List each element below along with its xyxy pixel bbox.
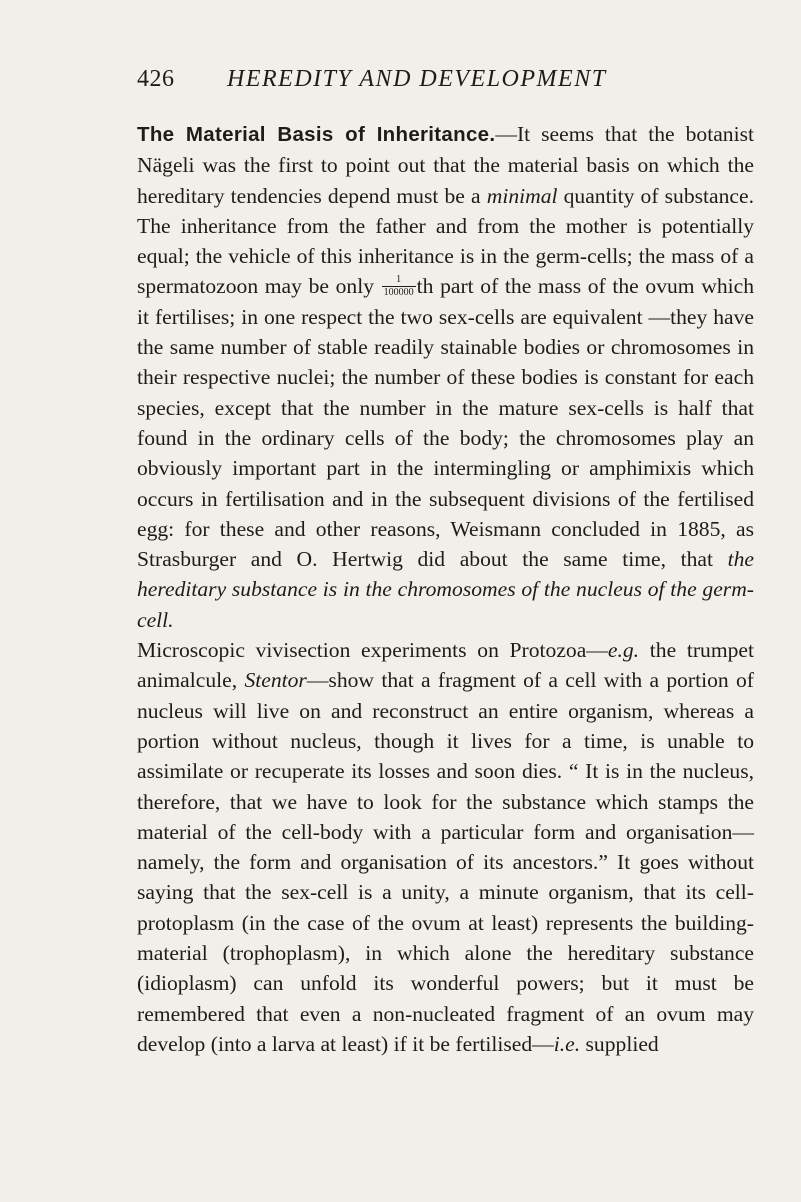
text-run: quantity of substance. The inheritance from the father and from the mother is potentially equal; the vehicle of this inheritance is in the germ-cells; the mass of a spermatozoon may be only [137,183,754,299]
running-title: HEREDITY AND DEVELOPMENT [227,66,607,92]
text-run: the trumpet animalcule, [137,638,754,693]
running-header [137,62,757,96]
fraction-denominator: 100000 [383,286,414,298]
text-run: th part of the mass of the ovum which it fertilises; in one respect the two sex-cells are equivalent —they have the same number of stable readily stainable bodies or chromosomes in their respective nuclei; the number of these bodies is constant for each species, except that the number in the mature sex-cells is half that found in the ordinary cells of the body; the chromosomes play an obviously important part in the intermingling or amphimixis which occurs in fertilisation and in the subsequent divisions of the fertilised egg: for these and other reasons, Weismann concluded in 1885, as Strasburger and O. Hertwig did about the same time, that [137,274,754,572]
italic-run: Stentor [244,668,307,693]
text-run: —It seems that the botanist Nägeli was the first to point out that the material basis on which the hereditary tendencies depend must be a [137,122,754,208]
fraction-numerator: 1 [382,275,416,287]
italic-run: minimal [486,183,558,208]
text-run: supplied [580,1031,659,1056]
paragraph-material-basis [137,119,754,635]
section-heading: The Material Basis of Inheritance. [137,123,496,146]
body-text [137,119,754,1059]
italic-run: i.e. [553,1031,581,1056]
italic-run: e.g. [607,638,640,663]
text-run: —show that a fragment of a cell with a portion of nucleus will live on and reconstruct an entire organism, whereas a portion without nucleus, though it lives for a time, is unable to assimilate or recuperate its losses and soon dies. “ It is in the nucleus, therefore, that we have to look for the substance which stamps the material of the cell-body with a particular form and organisation—namely, the form and organisation of its ancestors.” It goes without saying that the sex-cell is a unity, a minute organism, that its cell-protoplasm (in the case of the ovum at least) represents the building-material (trophoplasm), in which alone the hereditary substance (idioplasm) can unfold its wonderful powers; but it must be remembered that even a non-nucleated fragment of an ovum may develop (into a larva at least) if it be fertilised— [137,668,755,1056]
text-run: Microscopic vivisection experiments on Protozoa— [137,638,608,663]
paragraph-vivisection [137,635,754,1059]
italic-conclusion: the hereditary substance is in the chromosomes of the nucleus of the germ-cell. [137,547,754,632]
fraction [382,275,416,298]
page-number: 426 [137,66,175,92]
